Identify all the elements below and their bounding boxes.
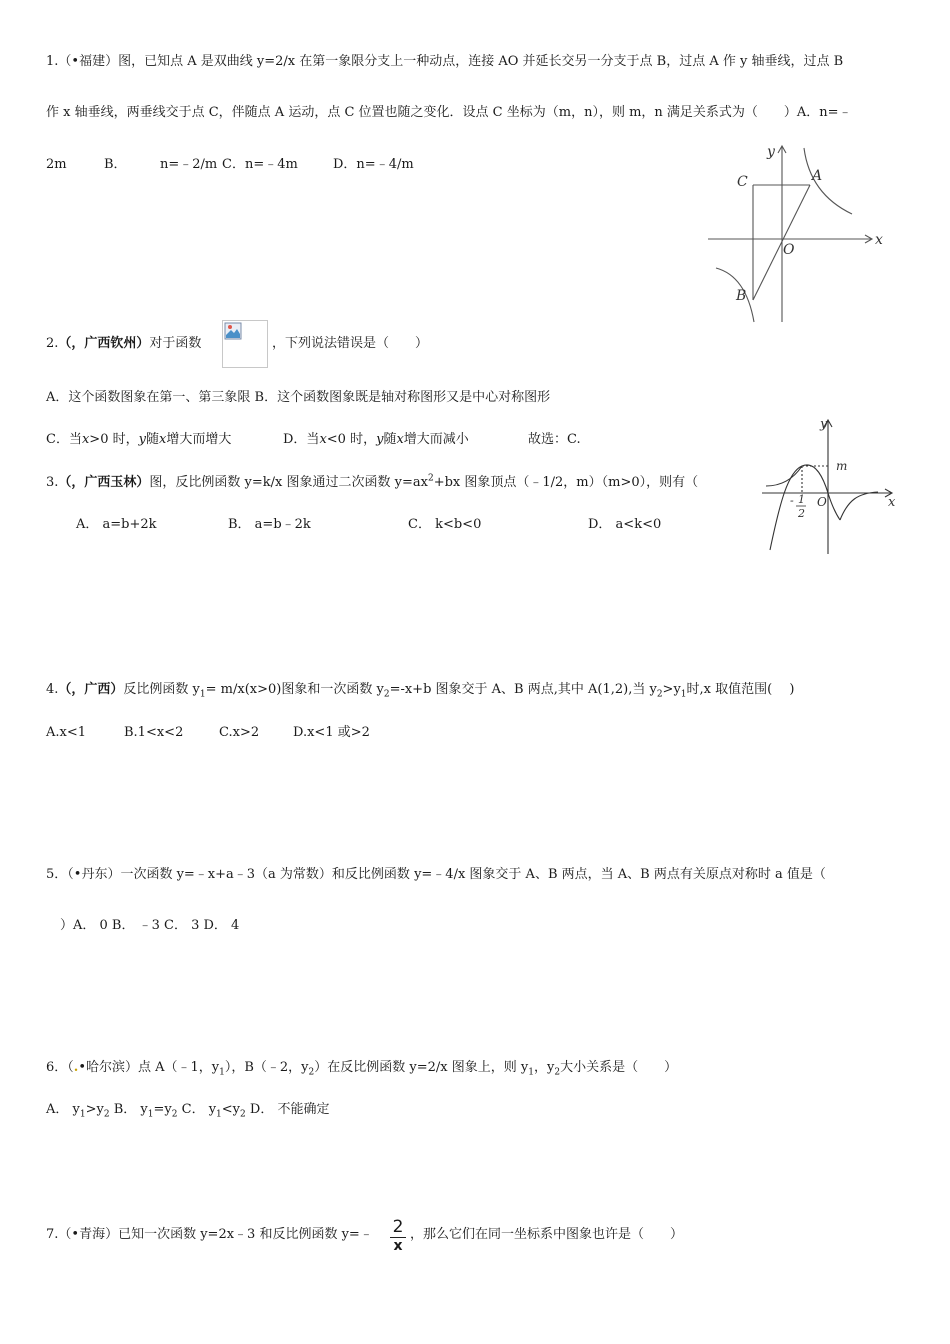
q1-line-1: 1.（•福建）图，已知点 A 是双曲线 y=2/x 在第一象限分支上一种动点，连接 AO 并延长交另一分支于点 B，过点 A 作 y 轴垂线，过点 B — [46, 54, 844, 69]
q4-sub-4: 1 — [680, 689, 687, 700]
q4-sub-2: 2 — [383, 689, 390, 700]
q4-stem-1: 反比例函数 y — [123, 682, 200, 697]
q7-fraction-numerator: 2 — [392, 1217, 404, 1237]
q1-option-c: C．n=﹣4m — [222, 157, 298, 172]
q6-stem — [46, 1059, 677, 1077]
q3-label-m: m — [836, 459, 848, 473]
q3-option-b: B． a=b﹣2k — [228, 517, 311, 532]
q1-label-y: y — [767, 144, 775, 160]
q4-sub-3: 2 — [656, 689, 663, 700]
q3-number: 3. — [46, 475, 59, 490]
q6-opt-sub-3: 1 — [147, 1109, 154, 1120]
q4-stem-5: 时,x 取值范围( ) — [686, 682, 795, 697]
q6-opt-sub-2: 2 — [103, 1109, 110, 1120]
q4-stem-2: = m/x(x>0)图象和一次函数 y — [205, 682, 384, 697]
q4-stem-3: =-x+b 图象交于 A、B 两点,其中 A(1,2),当 y — [389, 682, 657, 697]
q3-stem — [46, 474, 698, 492]
q6-opt-6: <y — [221, 1102, 241, 1117]
q2-d-text-4: 增大而减小 — [403, 432, 469, 447]
q3-option-d: D． a<k<0 — [588, 517, 662, 532]
q2-c-var-y: y — [138, 432, 146, 447]
q2-c-var-x2: x — [158, 432, 167, 447]
q2-answer: 故选：C. — [528, 432, 581, 447]
q2-stem-a: 对于函数 — [149, 336, 202, 351]
q1-option-b: n=﹣2/m — [160, 157, 218, 172]
q6-stem-1: •哈尔滨）点 A（﹣1，y — [78, 1060, 220, 1075]
q6-sub-3: 1 — [528, 1067, 534, 1078]
q1-label-a: A — [812, 168, 823, 184]
q2-option-a-b: A．这个函数图象在第一、第三象限 B．这个函数图象既是轴对称图形又是中心对称图形 — [46, 390, 551, 405]
q6-opt-2: >y — [85, 1102, 104, 1117]
q6-opt-sub-5: 1 — [216, 1109, 222, 1120]
q1-option-d: D．n=﹣4/m — [333, 157, 414, 172]
q6-sub-4: 2 — [554, 1067, 561, 1078]
q1-option-b-label: B． — [104, 157, 127, 172]
q1-label-o: O — [783, 242, 795, 258]
q3-label-den: 2 — [798, 507, 805, 520]
q1-label-c: C — [737, 174, 748, 190]
q4-option-b: B.1<x<2 — [124, 725, 184, 740]
q2-c-text-3: 随 — [145, 432, 159, 447]
q3-hyperbola-second — [766, 466, 802, 486]
q6-sub-1: 1 — [219, 1067, 225, 1078]
q1-option-a-tail: 2m — [46, 157, 67, 172]
q6-opt-4: =y — [153, 1102, 172, 1117]
q3-hyperbola-fourth — [840, 492, 878, 520]
q6-dot: . — [73, 1060, 79, 1075]
q5-line-1: 5．（•丹东）一次函数 y=﹣x+a﹣3（a 为常数）和反比例函数 y=﹣4/x 图象交于 A、B 两点，当 A、B 两点有关原点对称时 a 值是（ — [46, 867, 826, 882]
q3-label-num: 1 — [798, 493, 805, 506]
q7-stem-b: ，那么它们在同一坐标系中图象也许是（ ） — [410, 1227, 684, 1242]
q6-sub-2: 2 — [308, 1067, 315, 1078]
q6-prefix: 6．（ — [46, 1060, 74, 1075]
q2-d-var-x: x — [319, 432, 327, 447]
q2-function-image-placeholder — [222, 320, 268, 368]
q3-exponent: 2 — [427, 473, 434, 484]
q1-line-2: 作 x 轴垂线，两垂线交于点 C，伴随点 A 运动，点 C 位置也随之变化．设点 C 坐标为（m，n），则 m，n 满足关系式为（ ）A．n=﹣ — [46, 105, 852, 120]
q2-c-text-4: 增大而增大 — [166, 432, 232, 447]
q6-stem-4: ，y — [533, 1060, 555, 1075]
q3-label-neg: - — [790, 494, 794, 507]
q2-option-d — [283, 431, 469, 449]
q5-line-2: ）A． 0 B． ﹣3 C． 3 D． 4 — [60, 918, 240, 933]
q1-curve-third-quadrant — [716, 268, 754, 322]
q3-stem-2: +bx 图象顶点（﹣1/2，m）（m>0），则有（ — [433, 475, 699, 490]
q2-c-text-1: C．当 — [46, 432, 82, 447]
q2-stem-b: ，下列说法错误是（ ） — [272, 336, 429, 351]
q6-stem-5: 大小关系是（ ） — [560, 1060, 678, 1075]
q4-option-d: D.x<1 或>2 — [293, 725, 370, 740]
q2-d-text-3: 随 — [383, 432, 397, 447]
q2-source: （，广西钦州） — [58, 336, 150, 351]
q2-c-var-x: x — [81, 432, 90, 447]
q3-parabola-hyperbola-figure — [758, 414, 900, 560]
q6-opt-5: C． y — [177, 1102, 217, 1117]
q2-c-text-2: >0 时， — [89, 432, 139, 447]
q6-opt-7: D． 不能确定 — [245, 1102, 330, 1117]
q2-d-text-2: <0 时， — [326, 432, 377, 447]
q3-label-y: y — [820, 417, 828, 432]
q1-label-x: x — [875, 232, 883, 248]
q6-stem-2: ），B（﹣2，y — [224, 1060, 309, 1075]
q3-option-a: A． a=b+2k — [76, 517, 157, 532]
q2-option-c — [46, 431, 231, 449]
q6-opt-sub-6: 2 — [240, 1109, 246, 1120]
q6-options — [46, 1101, 329, 1119]
q3-source: （，广西玉林） — [58, 475, 150, 490]
q2-d-var-x2: x — [396, 432, 404, 447]
q4-number: 4. — [46, 682, 59, 697]
q4-source: （，广西） — [58, 682, 124, 697]
q7-stem-a: 7.（•青海）已知一次函数 y=2x﹣3 和反比例函数 y=﹣ — [46, 1227, 373, 1242]
q7-fraction — [390, 1218, 406, 1254]
q4-sub-1: 1 — [199, 689, 206, 700]
q3-stem-1: 图，反比例函数 y=k/x 图象通过二次函数 y=ax — [149, 475, 428, 490]
q4-option-c: C.x>2 — [219, 725, 260, 740]
q2-stem — [46, 335, 201, 353]
q3-option-c: C． k<b<0 — [408, 517, 482, 532]
q4-stem — [46, 681, 794, 699]
broken-image-icon — [224, 322, 242, 340]
q6-opt-sub-1: 1 — [79, 1109, 86, 1120]
q2-number: 2. — [46, 336, 59, 351]
q1-hyperbola-figure — [700, 140, 890, 330]
q3-label-x: x — [888, 495, 896, 510]
q6-opt-3: B． y — [109, 1102, 148, 1117]
q1-label-b: B — [736, 288, 747, 304]
q6-opt-1: A． y — [46, 1102, 80, 1117]
q3-label-o: O — [817, 495, 827, 509]
q2-d-var-y: y — [376, 432, 384, 447]
q6-opt-sub-4: 2 — [171, 1109, 178, 1120]
q3-parabola — [770, 465, 840, 550]
q6-stem-3: ）在反比例函数 y=2/x 图象上，则 y — [314, 1060, 529, 1075]
q4-stem-4: >y — [662, 682, 681, 697]
q4-option-a: A.x<1 — [46, 725, 87, 740]
q2-d-text-1: D．当 — [283, 432, 320, 447]
q7-fraction-denominator: x — [393, 1238, 403, 1254]
